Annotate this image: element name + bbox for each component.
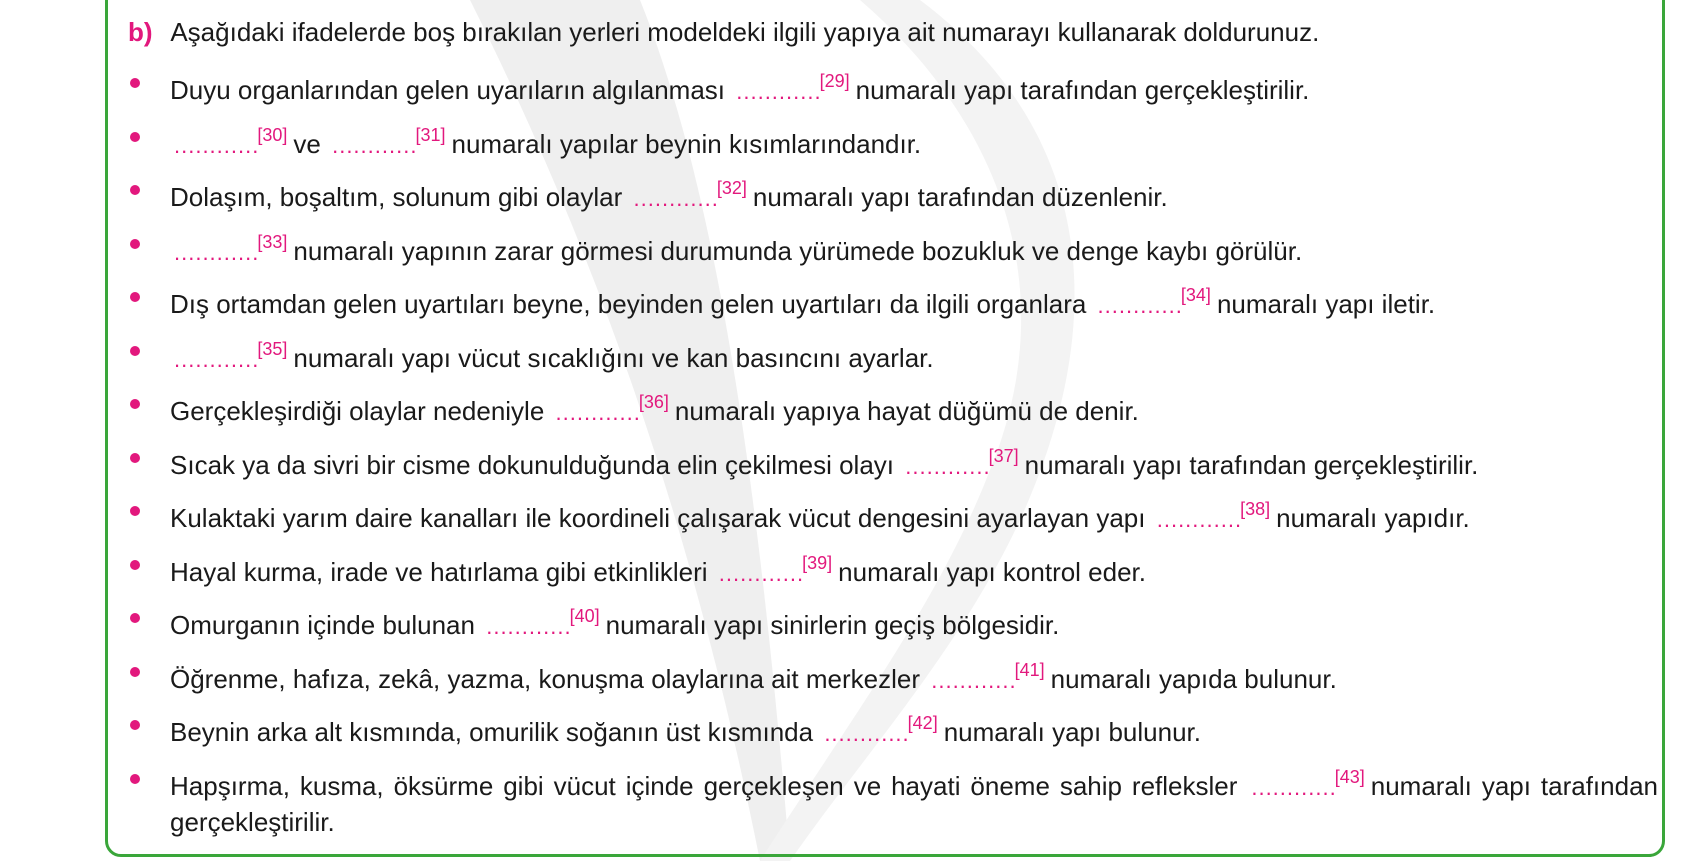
answer-blank[interactable]: ............: [332, 132, 418, 158]
bullet-icon: [130, 78, 140, 88]
item-text-after: numaralı yapı kontrol eder.: [838, 556, 1147, 587]
section-heading: [128, 14, 1658, 50]
item-text-middle: ve: [293, 128, 321, 159]
bullet-icon: [130, 720, 140, 730]
item-text-after: numaralı yapı tarafından düzenlenir.: [752, 182, 1168, 212]
item-text-before: Öğrenme, hafıza, zekâ, yazma, konuşma olaylarına ait merkezler: [170, 663, 920, 694]
answer-blank[interactable]: ............: [1097, 293, 1183, 318]
bullet-icon: [130, 132, 140, 142]
item-text-before: Hayal kurma, irade ve hatırlama gibi etkinlikleri: [170, 556, 708, 587]
section-instruction: Aşağıdaki ifadelerde boş bırakılan yerleri modeldeki ilgili yapıya ait numarayı kullanarak doldurunuz.: [170, 17, 1320, 47]
answer-blank[interactable]: ............: [174, 132, 260, 158]
bullet-icon: [130, 346, 140, 356]
answer-blank[interactable]: ............: [931, 667, 1017, 693]
answer-blank[interactable]: ............: [1251, 774, 1337, 800]
item-text-before: Omurganın içinde bulunan: [170, 610, 475, 640]
list-item: [128, 385, 1658, 439]
bullet-icon: [130, 667, 140, 677]
answer-blank[interactable]: ............: [718, 560, 805, 586]
blank-number: [43]: [1334, 766, 1365, 787]
bullet-icon: [130, 185, 140, 195]
list-item: [128, 760, 1658, 839]
item-text-after: numaralı yapı bulunur.: [943, 717, 1201, 747]
item-text-after: numaralı yapılar beynin kısımlarındandır.: [451, 128, 922, 159]
item-text-after: numaralı yapı sinirlerin geçiş bölgesidir.: [605, 610, 1060, 640]
blank-number: [32]: [716, 178, 747, 198]
item-text-before: Beynin arka alt kısmında, omurilik soğanın üst kısmında: [170, 717, 814, 747]
item-text-after: numaralı yapıya hayat düğümü de denir.: [674, 396, 1139, 426]
item-text-before: Duyu organlarından gelen uyarıların algılanması: [170, 75, 726, 105]
list-item: [128, 599, 1658, 653]
bullet-icon: [130, 292, 140, 302]
item-text-after: numaralı yapı tarafından gerçekleştirilir.: [855, 75, 1310, 105]
answer-blank[interactable]: ............: [633, 186, 719, 211]
blank-number: [29]: [819, 71, 850, 91]
answer-blank[interactable]: ............: [824, 721, 910, 746]
item-text-before: Gerçekleşirdiği olaylar nedeniyle: [170, 396, 545, 426]
blank-number: [30]: [257, 124, 288, 145]
answer-blank[interactable]: ............: [174, 346, 260, 372]
blank-number: [42]: [907, 713, 938, 733]
blank-number: [33]: [257, 231, 288, 252]
item-text-after: numaralı yapının zarar görmesi durumunda yürümede bozukluk ve denge kaybı görülür.: [293, 235, 1303, 266]
blank-number: [39]: [802, 552, 833, 573]
list-item: [128, 64, 1658, 118]
blank-number: [40]: [569, 606, 600, 626]
answer-blank[interactable]: ............: [1156, 507, 1243, 532]
item-text-after: numaralı yapı vücut sıcaklığını ve kan basıncını ayarlar.: [293, 342, 934, 373]
list-item: [128, 171, 1658, 225]
blank-number: [41]: [1014, 659, 1045, 680]
item-text-after: numaralı yapıdır.: [1276, 503, 1470, 533]
bullet-icon: [130, 506, 140, 516]
bullet-icon: [130, 239, 140, 249]
bullet-icon: [130, 613, 140, 623]
blank-number: [36]: [638, 392, 669, 412]
blank-number: [31]: [415, 124, 446, 145]
item-text-before: Dolaşım, boşaltım, solunum gibi olaylar: [170, 182, 623, 212]
item-text-after: numaralı yapı tarafından gerçekleştirilir.: [170, 770, 1658, 837]
bullet-icon: [130, 560, 140, 570]
list-item: [128, 332, 1658, 386]
bullet-icon: [130, 774, 140, 784]
item-text-before: Sıcak ya da sivri bir cisme dokunulduğunda elin çekilmesi olayı: [170, 449, 895, 480]
answer-blank[interactable]: ............: [174, 239, 260, 265]
list-item: [128, 225, 1658, 279]
list-item: [128, 546, 1658, 600]
blank-number: [35]: [257, 338, 288, 359]
list-item: [128, 706, 1658, 760]
answer-blank[interactable]: ............: [555, 400, 641, 425]
item-text-after: numaralı yapı tarafından gerçekleştirilir.: [1024, 449, 1479, 480]
blank-number: [34]: [1180, 285, 1211, 305]
item-text-after: numaralı yapı iletir.: [1216, 289, 1436, 319]
blank-number: [37]: [988, 445, 1019, 466]
bullet-icon: [130, 399, 140, 409]
list-item: [128, 439, 1658, 493]
item-text-before: Dış ortamdan gelen uyartıları beyne, beyinden gelen uyartıları da ilgili organlara: [170, 289, 1087, 319]
section-letter: b): [128, 17, 153, 47]
item-text-before: Hapşırma, kusma, öksürme gibi vücut içinde gerçekleşen ve hayati öneme sahip refleksler: [170, 770, 1238, 801]
list-item: [128, 278, 1658, 332]
answer-blank[interactable]: ............: [736, 79, 822, 104]
answer-blank[interactable]: ............: [486, 614, 572, 639]
item-text-before: Kulaktaki yarım daire kanalları ile koordineli çalışarak vücut dengesini ayarlayan yapı: [170, 503, 1146, 533]
bullet-icon: [130, 453, 140, 463]
exercise-content: [128, 14, 1658, 839]
item-text-after: numaralı yapıda bulunur.: [1050, 663, 1337, 694]
fill-in-list: [128, 64, 1658, 839]
answer-blank[interactable]: ............: [905, 453, 991, 479]
list-item: [128, 492, 1658, 546]
blank-number: [38]: [1240, 499, 1271, 519]
list-item: [128, 653, 1658, 707]
list-item: [128, 118, 1658, 172]
